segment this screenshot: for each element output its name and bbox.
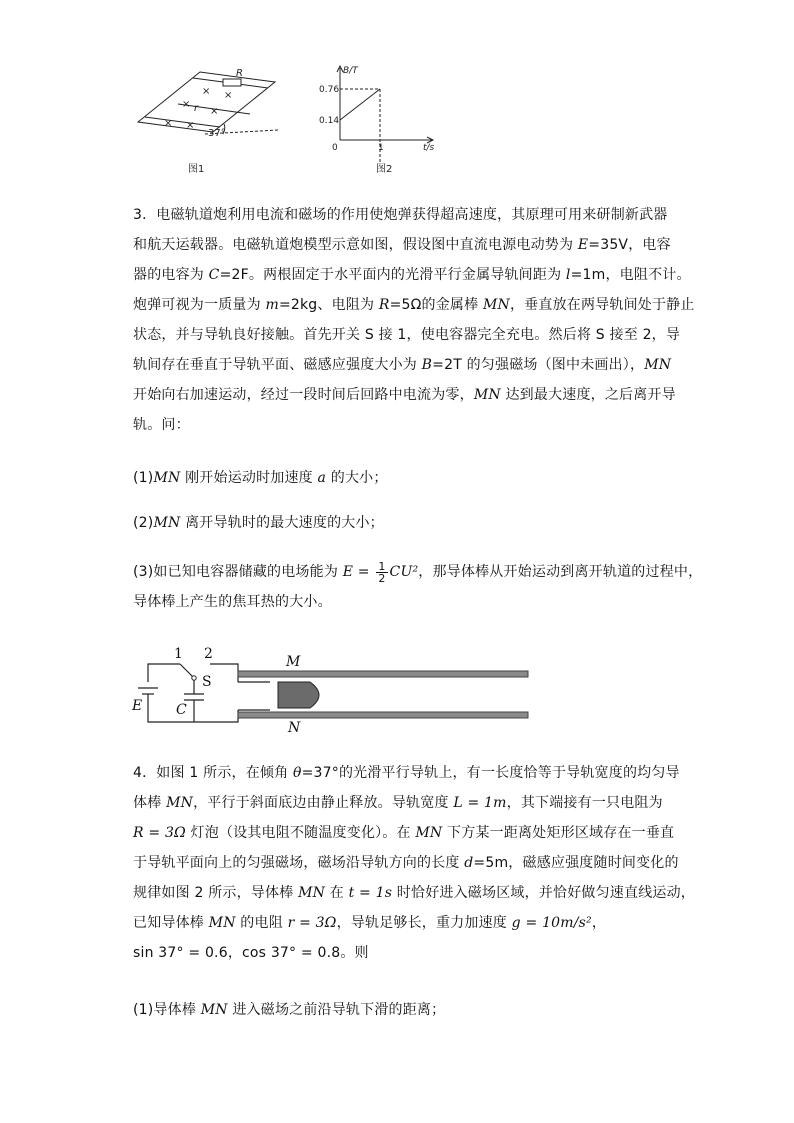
field-mark: × xyxy=(210,106,219,117)
q4-formula: t = 1s xyxy=(348,885,393,901)
q4-line-6 xyxy=(133,908,663,938)
field-mark: × xyxy=(224,90,233,101)
q3-line-3 xyxy=(133,260,691,290)
q3-var: MN xyxy=(482,297,510,313)
q4-line-1 xyxy=(133,758,680,788)
rail-m-label: M xyxy=(286,654,301,670)
q3-text: (1) xyxy=(133,470,154,486)
question-4 xyxy=(133,758,695,968)
q3-formula: CU² xyxy=(389,564,419,580)
rail-n-label: N xyxy=(288,720,301,734)
q3-var: m xyxy=(265,297,279,313)
figure-1-inclined-rails xyxy=(138,72,278,134)
y-axis-label: B/T xyxy=(343,66,358,76)
q4-subquestion-1 xyxy=(133,995,663,1025)
q3-var: MN xyxy=(473,387,501,403)
field-mark: × xyxy=(182,99,191,110)
q3-var: R xyxy=(378,297,390,313)
q4-line-7: sin 37° = 0.6，cos 37° = 0.8。则 xyxy=(133,945,369,961)
q3-text: =2F。两根固定于水平面内的光滑平行金属导轨间距为 xyxy=(219,267,566,283)
q4-sub1-line xyxy=(133,995,663,1025)
q4-text: 进入磁场之前沿导轨下滑的距离； xyxy=(227,1002,446,1018)
rail-m xyxy=(238,671,528,677)
q3-text: (2) xyxy=(133,515,154,531)
q3-text: =35V，电容 xyxy=(588,237,671,253)
q4-var: d xyxy=(464,855,474,871)
q4-var: MN xyxy=(166,795,194,811)
q3-var: MN xyxy=(644,357,672,373)
field-mark: × xyxy=(186,120,195,131)
q4-text: =5m，磁感应强度随时间变化的 xyxy=(473,855,679,871)
q4-formula: L = 1m xyxy=(453,795,507,811)
q3-line-2 xyxy=(133,230,671,260)
q3-var: a xyxy=(317,470,327,486)
q3-text: (3)如已知电容器储藏的电场能为 xyxy=(133,564,343,580)
q4-text: ，其下端接有一只电阻为 xyxy=(506,795,663,811)
figure-group-top xyxy=(130,56,450,176)
q4-text: ， xyxy=(591,915,607,931)
q3-line-5: 状态，并与导轨良好接触。首先开关 S 接 1，使电容器完全充电。然后将 S 接至 2，导 xyxy=(133,327,681,343)
q4-text: 体棒 xyxy=(133,795,167,811)
q3-text: 炮弹可视为一质量为 xyxy=(133,297,266,313)
q4-line-4 xyxy=(133,848,679,878)
q4-var: MN xyxy=(415,825,443,841)
projectile-rod-mn xyxy=(278,682,319,708)
fraction-numerator: 1 xyxy=(378,559,386,573)
q4-formula: g = 10m/s² xyxy=(511,915,592,931)
q4-text: (1)导体棒 xyxy=(133,1002,201,1018)
capacitor-label: C xyxy=(176,702,187,718)
q4-text: 时恰好进入磁场区域，并恰好做匀速直线运动， xyxy=(392,885,695,901)
q3-var: E xyxy=(577,237,589,253)
q4-formula: R = 3Ω xyxy=(133,825,186,841)
q3-line-1: 3．电磁轨道炮利用电流和磁场的作用使炮弹获得超高速度，其原理可用来研制新武器 xyxy=(133,207,668,223)
field-mark: × xyxy=(202,86,211,97)
q4-line-5 xyxy=(133,878,695,908)
q4-var: θ xyxy=(292,765,302,781)
figure-2-caption: 图2 xyxy=(376,164,393,175)
q3-sub3-line-1 xyxy=(133,557,703,587)
q4-var: MN xyxy=(200,1002,228,1018)
q3-text: 开始向右加速运动，经过一段时间后回路中电流为零， xyxy=(133,387,474,403)
y-tick-high: 0.76 xyxy=(319,85,340,95)
q3-sub1-line xyxy=(133,463,663,493)
fraction xyxy=(376,561,387,584)
x-tick: 1 xyxy=(378,143,384,153)
q3-text: =2kg、电阻为 xyxy=(278,297,379,313)
rail-n xyxy=(238,712,528,718)
fraction-denominator: 2 xyxy=(378,571,386,585)
q4-text: 于导轨平面向上的匀强磁场，磁场沿导轨方向的长度 xyxy=(133,855,465,871)
q3-text: =2T 的匀强磁场（图中未画出）， xyxy=(432,357,645,373)
q3-var: MN xyxy=(153,515,181,531)
q4-var: MN xyxy=(298,885,326,901)
switch-label: S xyxy=(202,674,212,690)
q3-text: 轨间存在垂直于导轨平面、磁感应强度大小为 xyxy=(133,357,422,373)
switch-contact-2-label: 2 xyxy=(204,646,213,662)
q4-text: 在 xyxy=(325,885,349,901)
q3-text: 刚开始运动时加速度 xyxy=(180,470,318,486)
field-mark: × xyxy=(164,118,173,129)
angle-label: 37° xyxy=(208,128,226,139)
railgun-circuit-diagram xyxy=(130,642,530,734)
q3-sub3-line-2: 导体棒上产生的焦耳热的大小。 xyxy=(133,594,332,610)
q4-text: 已知导体棒 xyxy=(133,915,209,931)
q3-var: l xyxy=(565,267,571,283)
q3-text: =1m，电阻不计。 xyxy=(570,267,691,283)
q4-line-2 xyxy=(133,788,663,818)
q3-text: 器的电容为 xyxy=(133,267,209,283)
y-tick-low: 0.14 xyxy=(319,116,340,126)
q3-text: 的大小； xyxy=(326,470,388,486)
q3-subquestion-1 xyxy=(133,463,663,493)
q3-subquestion-2 xyxy=(133,508,663,538)
q3-var: C xyxy=(208,267,220,283)
q3-line-8: 轨。问： xyxy=(133,417,190,433)
switch-contact-1-label: 1 xyxy=(174,646,183,662)
q3-sub2-line xyxy=(133,508,663,538)
resistor-label: R xyxy=(236,68,243,79)
q4-text: 规律如图 2 所示，导体棒 xyxy=(133,885,299,901)
q3-line-7 xyxy=(133,380,676,410)
q4-text: 的电阻 xyxy=(235,915,288,931)
q3-var: B xyxy=(421,357,433,373)
q3-text: 和航天运载器。电磁轨道炮模型示意如图，假设图中直流电源电动势为 xyxy=(133,237,578,253)
q4-text: =37°的光滑平行导轨上，有一长度恰等于导轨宽度的均匀导 xyxy=(301,765,680,781)
figure-2-bt-graph xyxy=(337,66,433,164)
q3-line-4 xyxy=(133,290,695,320)
q3-text: 离开导轨时的最大速度的大小； xyxy=(180,515,384,531)
q3-formula: E = xyxy=(342,564,375,580)
switch-pivot xyxy=(192,676,196,680)
rod-label: r xyxy=(194,103,199,114)
q4-text: 灯泡（设其电阻不随温度变化）。在 xyxy=(185,825,416,841)
q3-var: MN xyxy=(153,470,181,486)
q3-line-6 xyxy=(133,350,672,380)
q4-line-3 xyxy=(133,818,675,848)
q4-formula: r = 3Ω xyxy=(287,915,337,931)
emf-label: E xyxy=(132,698,143,714)
figure-1-caption: 图1 xyxy=(188,164,205,175)
question-3 xyxy=(133,200,695,440)
q3-subquestion-3 xyxy=(133,557,703,617)
q3-text: ，垂直放在两导轨间处于静止 xyxy=(509,297,695,313)
q4-text: ，导轨足够长，重力加速度 xyxy=(336,915,512,931)
q4-text: 4．如图 1 所示，在倾角 xyxy=(133,765,293,781)
origin-label: 0 xyxy=(332,143,338,153)
q4-var: MN xyxy=(208,915,236,931)
q4-text: 下方某一距离处矩形区域存在一垂直 xyxy=(442,825,675,841)
q4-text: ，平行于斜面底边由静止释放。导轨宽度 xyxy=(193,795,454,811)
q3-text: 达到最大速度，之后离开导 xyxy=(500,387,676,403)
x-axis-label: t/s xyxy=(423,143,435,153)
q3-text: ，那导体棒从开始运动到离开轨道的过程中， xyxy=(418,564,703,580)
q3-text: =5Ω的金属棒 xyxy=(389,297,483,313)
